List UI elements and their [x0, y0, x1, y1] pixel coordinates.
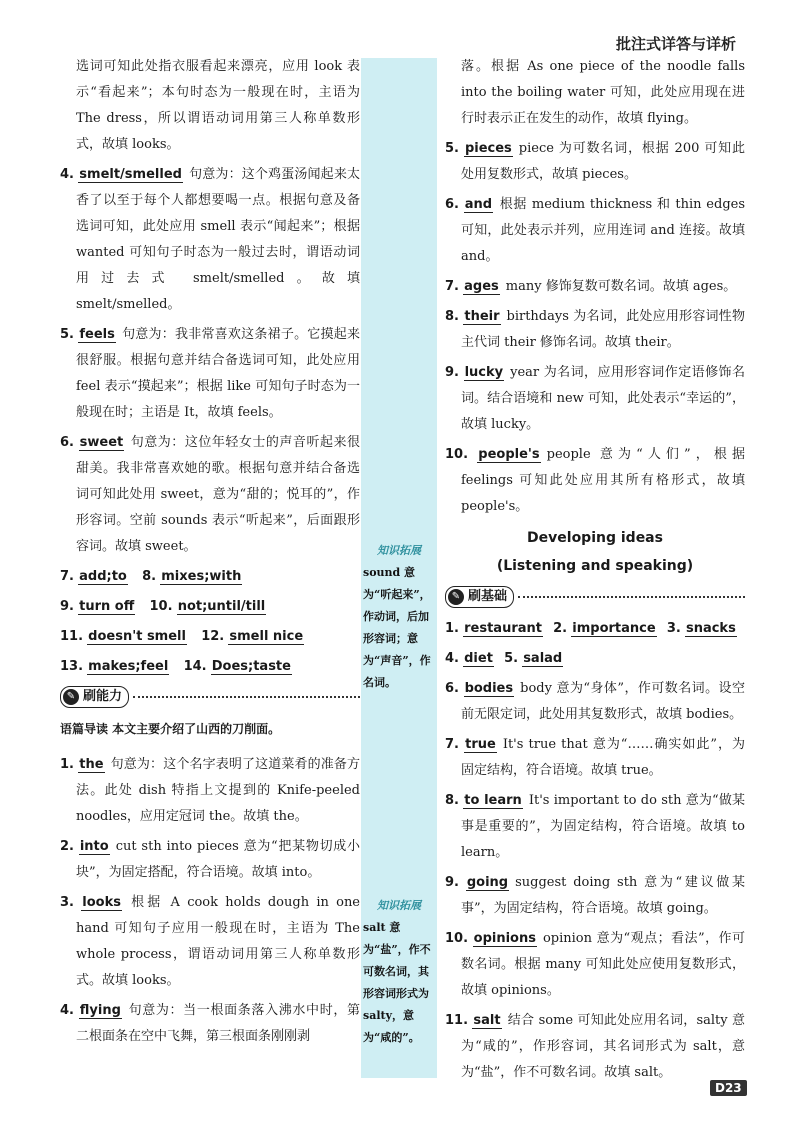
explanation: It's important to do sth 意为“做某事是重要的”，为固定结构，符合语境。故填 to learn。 [461, 793, 745, 860]
answer-item: 8. their birthdays 为名词，此处应用形容词性物主代词 their 修饰名词。故填 their。 [445, 309, 746, 350]
answer: the [79, 757, 104, 772]
explanation: 句意为：这个鸡蛋汤闻起来太香了以至于每个人都想要喝一点。根据句意及备选词可知，此处应用 smell 表示“闻起来”；根据 wanted 可知句子时态为一般过去时，谓语动词用过去式 smelt/smelled。故填 smelt/smelled。 [76, 167, 360, 312]
answer: sweet [79, 435, 124, 450]
answer: smelt/smelled [79, 167, 182, 182]
answer: ages [464, 279, 499, 294]
page-number: D23 [710, 1080, 747, 1096]
answer-item: 9. going suggest doing sth 意为“建议做某事”，为固定结构，符合语境。故填 going。 [445, 875, 745, 916]
answer: into [79, 839, 109, 854]
answer: feels [79, 327, 115, 342]
answer: lucky [464, 365, 504, 380]
explanation: 句意为：当一根面条落入沸水中时，第二根面条在空中飞舞，第三根面条刚刚剥 [76, 1003, 360, 1044]
explanation: 句意为：这位年轻女士的声音听起来很甜美。我非常喜欢她的歌。根据句意并结合备选词可知此处用 sweet，意为“甜的；悦耳的”，作形容词。空前 sounds 表示“听起来”，后面跟形容词。故填 sweet。 [76, 435, 360, 554]
answer: opinions [473, 931, 536, 946]
short-row: 1. restaurant 2. importance 3. snacks [445, 621, 736, 636]
explanation: 句意为：我非常喜欢这条裙子。它摸起来很舒服。根据句意并结合备选词可知，此处应用 feel 表示“摸起来”；根据 like 可知句子时态为一般现在时；主语是 It，故填 feels。 [76, 327, 360, 420]
explanation: body 意为“身体”，作可数名词。设空前无限定词，此处用其复数形式，故填 bodies。 [461, 681, 745, 722]
answer-item: 2. into cut sth into pieces 意为“把某物切成小块”，为固定搭配，符合语境。故填 into。 [60, 839, 360, 880]
short-answers [60, 564, 360, 680]
answer: pieces [464, 141, 512, 156]
left-column [60, 54, 360, 1054]
answer: going [466, 875, 509, 890]
explanation: 结合 some 可知此处应用名词，salty 意为“咸的”，作形容词，其名词形式为 salt，意为“盐”，作不可数名词。故填 salt。 [461, 1013, 745, 1080]
answer-item: 10. people's people 意为“人们”，根据 feelings 可知此处应用其所有格形式，故填 people's。 [445, 447, 745, 514]
explanation: cut sth into pieces 意为“把某物切成小块”，为固定搭配，符合语境。故填 into。 [76, 839, 360, 880]
section-badge: ✎ 刷基础 [445, 586, 514, 608]
right-intro: 落。根据 As one piece of the noodle falls into the boiling water 可知，此处应用现在进行时表示正在发生的动作，故填 flying。 [461, 59, 745, 126]
short-row: 4. diet 5. salad [445, 651, 563, 666]
answer: their [464, 309, 500, 324]
answer-item: 1. the 句意为：这个名字表明了这道菜肴的准备方法。此处 dish 特指上文提到的 Knife-peeled noodles，应用定冠词 the。故填 the。 [60, 757, 360, 824]
note-title: 知识拓展 [377, 899, 421, 912]
note-text: sound 意为“听起来”，作动词，后加形容词；意为“声音”，作名词。 [363, 566, 431, 689]
note-box-1 [363, 540, 435, 694]
short-row: 7. add;to 8. mixes;with [60, 569, 242, 584]
short-row: 13. makes;feel 14. Does;taste [60, 659, 291, 674]
answer-item: 5. pieces piece 为可数名词，根据 200 可知此处用复数形式，故填 pieces。 [445, 141, 745, 182]
pencil-icon: ✎ [63, 689, 79, 705]
section-heading: Developing ideas [527, 530, 663, 546]
answer-item: 7. ages many 修饰复数可数名词。故填 ages。 [445, 279, 737, 294]
note-title: 知识拓展 [377, 544, 421, 557]
explanation: 根据 medium thickness 和 thin edges 可知，此处表示并列，应用连词 and 连接。故填 and。 [461, 197, 746, 264]
explanation: opinion 意为“观点；看法”，作可数名词。根据 many 可知此处应使用复数形式，故填 opinions。 [461, 931, 745, 998]
short-row: 9. turn off 10. not;until/till [60, 599, 266, 614]
reading-guide: 语篇导读 本文主要介绍了山西的刀削面。 [60, 722, 281, 736]
explanation: 根据 A cook holds dough in one hand 可知句子应用一般现在时，主语为 The whole process，谓语动词用第三人称单数形式。故填 looks。 [76, 895, 361, 988]
dotted-divider [518, 596, 745, 598]
answer: bodies [464, 681, 514, 696]
answer: flying [79, 1003, 121, 1018]
answer: looks [82, 895, 121, 910]
note-text: salt 意为“盐”，作不可数名词，其形容词形式为 salty，意为“咸的”。 [363, 921, 431, 1044]
note-box-2 [363, 895, 435, 1049]
header-title: 批注式详答与详析 [615, 35, 736, 53]
explanation: birthdays 为名词，此处应用形容词性物主代词 their 修饰名词。故填 their。 [461, 309, 746, 350]
answer-item: 5. feels 句意为：我非常喜欢这条裙子。它摸起来很舒服。根据句意并结合备选词可知，此处应用 feel 表示“摸起来”；根据 like 可知句子时态为一般现在时；主语是 It，故填 feels。 [60, 327, 360, 420]
answer-item: 6. and 根据 medium thickness 和 thin edges 可知，此处表示并列，应用连词 and 连接。故填 and。 [445, 197, 746, 264]
answer-item: 8. to learn It's important to do sth 意为“做某事是重要的”，为固定结构，符合语境。故填 to learn。 [445, 793, 745, 860]
answer-item: 11. salt 结合 some 可知此处应用名词，salty 意为“咸的”，作形容词，其名词形式为 salt，意为“盐”，作不可数名词。故填 salt。 [445, 1013, 745, 1080]
answer-item: 10. opinions opinion 意为“观点；看法”，作可数名词。根据 many 可知此处应使用复数形式，故填 opinions。 [445, 931, 745, 998]
dotted-divider [133, 696, 360, 698]
explanation: suggest doing sth 意为“建议做某事”，为固定结构，符合语境。故填 going。 [461, 875, 745, 916]
explanation: year 为名词，应用形容词作定语修饰名词。结合语境和 new 可知，此处表示“幸运的”，故填 lucky。 [461, 365, 745, 432]
left-intro: 选词可知此处指衣服看起来漂亮，应用 look 表示“看起来”；本句时态为一般现在时，主语为 The dress，所以谓语动词用第三人称单数形式，故填 looks。 [76, 59, 360, 152]
short-row: 11. doesn't smell 12. smell nice [60, 629, 304, 644]
section-header [445, 586, 745, 608]
answer-item: 6. bodies body 意为“身体”，作可数名词。设空前无限定词，此处用其复数形式，故填 bodies。 [445, 681, 745, 722]
answer: people's [478, 447, 540, 462]
answer-item: 9. lucky year 为名词，应用形容词作定语修饰名词。结合语境和 new 可知，此处表示“幸运的”，故填 lucky。 [445, 365, 745, 432]
right-column [445, 54, 745, 1090]
answer-item: 3. looks 根据 A cook holds dough in one hand 可知句子应用一般现在时，主语为 The whole process，谓语动词用第三人称单数形式。故填 looks。 [60, 895, 361, 988]
section-badge: ✎ 刷能力 [60, 686, 129, 708]
explanation: people 意为“人们”，根据 feelings 可知此处应用其所有格形式，故填 people's。 [461, 447, 745, 514]
answer-item: 7. true It's true that 意为“……确实如此”，为固定结构，符合语境。故填 true。 [445, 737, 745, 778]
answer: and [464, 197, 493, 212]
answer-item: 4. flying 句意为：当一根面条落入沸水中时，第二根面条在空中飞舞，第三根面条刚刚剥 [60, 1003, 360, 1044]
pencil-icon: ✎ [448, 589, 464, 605]
answer: to learn [464, 793, 522, 808]
answer: true [465, 737, 496, 752]
explanation: It's true that 意为“……确实如此”，为固定结构，符合语境。故填 true。 [461, 737, 745, 778]
section-subheading: (Listening and speaking) [496, 558, 694, 574]
explanation: 句意为：这个名字表明了这道菜肴的准备方法。此处 dish 特指上文提到的 Knife-peeled noodles，应用定冠词 the。故填 the。 [76, 757, 360, 824]
section-header [60, 686, 360, 708]
answer-item: 4. smelt/smelled 句意为：这个鸡蛋汤闻起来太香了以至于每个人都想要喝一点。根据句意及备选词可知，此处应用 smell 表示“闻起来”；根据 wanted 可知句子时态为一般过去时，谓语动词用过去式 smelt/smelled。故填 smelt/smelled。 [60, 167, 360, 312]
explanation: piece 为可数名词，根据 200 可知此处用复数形式，故填 pieces。 [461, 141, 745, 182]
answer-item: 6. sweet 句意为：这位年轻女士的声音听起来很甜美。我非常喜欢她的歌。根据句意并结合备选词可知此处用 sweet，意为“甜的；悦耳的”，作形容词。空前 sounds 表示“听起来”，后面跟形容词。故填 sweet。 [60, 435, 360, 554]
answer: salt [473, 1013, 501, 1028]
explanation: many 修饰复数可数名词。故填 ages。 [505, 279, 737, 294]
